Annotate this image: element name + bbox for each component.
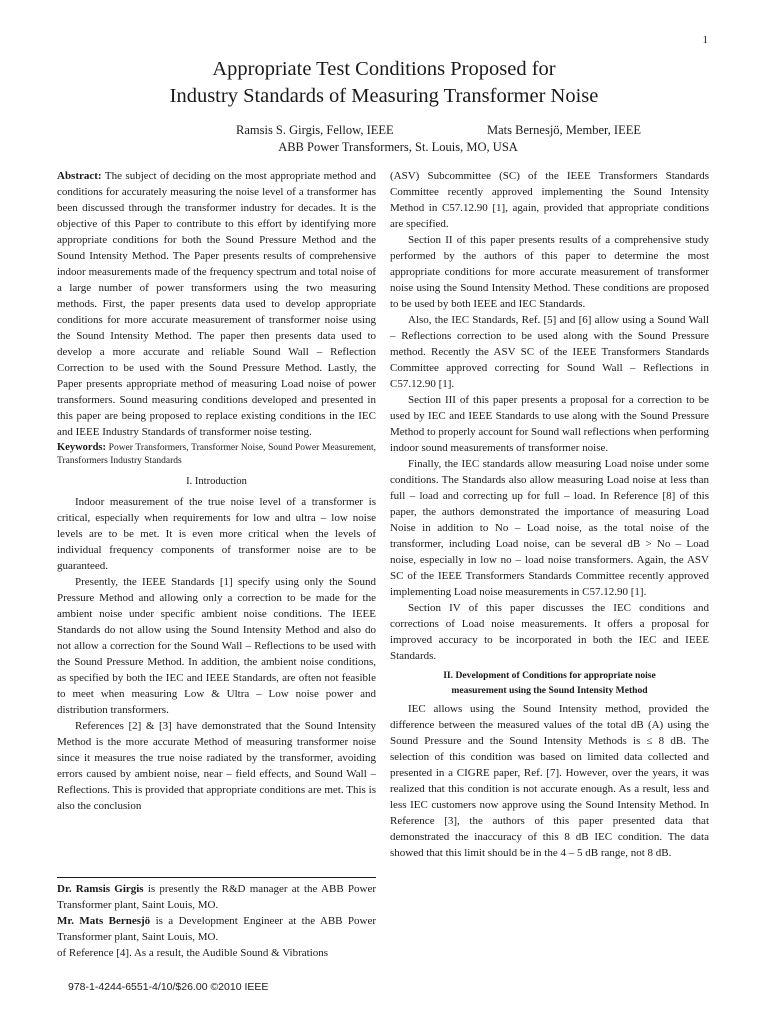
section-2-heading xyxy=(390,668,709,698)
body-paragraph: Section III of this paper presents a proposal for a correction to be used by IEC and IEEE Standards to use along with the Sound Pressure Method to properly account for Sound wall reflections when performing indoor sound measurements of transformer noise. xyxy=(390,394,709,454)
copyright-notice: 978-1-4244-6551-4/10/$26.00 ©2010 IEEE xyxy=(68,981,269,993)
title-line-1: Appropriate Test Conditions Proposed for xyxy=(212,58,556,80)
column-continuation: of Reference [4]. As a result, the Audible Sound & Vibrations xyxy=(57,947,329,959)
section-2-heading-line-2: measurement using the Sound Intensity Method xyxy=(451,685,648,696)
footnote-bernesjo-name: Mr. Mats Bernesjö xyxy=(57,915,151,927)
keywords xyxy=(57,441,376,468)
footnote-block xyxy=(57,877,376,961)
keywords-text: Power Transformers, Transformer Noise, Sound Power Measurement, Transformers Industry Standards xyxy=(57,443,377,466)
section-2-heading-line-1: II. Development of Conditions for appropriate noise xyxy=(443,670,656,681)
author-girgis: Ramsis S. Girgis, Fellow, IEEE xyxy=(236,123,394,137)
abstract-label: Abstract: xyxy=(57,170,102,182)
body-paragraph: Section II of this paper presents results of a comprehensive study performed by the authors of this paper to determine the most appropriate conditions for more accurate measurement of transformer noise using the Sound Intensity Method. These conditions are proposed to be used by both IEEE and IEC Standards. xyxy=(390,234,709,310)
intro-paragraph: References [2] & [3] have demonstrated that the Sound Intensity Method is the more accurate Method of measuring transformer noise since it measures the true noise radiated by the transformer, avoiding errors caused by ambient noise, near – field effects, and Sound Wall – Reflections. This is provided that appropriate conditions are met. This is also the conclusion xyxy=(57,720,376,812)
footnote-girgis-name: Dr. Ramsis Girgis xyxy=(57,883,144,895)
title-line-2: Industry Standards of Measuring Transformer Noise xyxy=(169,85,599,107)
body-paragraph: Also, the IEC Standards, Ref. [5] and [6] allow using a Sound Wall – Reflections correction to be used along with the Sound Pressure method. Recently the ASV SC of the IEEE Transformers Standards Committee approved correcting for Sound Wall – Reflections in C57.12.90 [1]. xyxy=(390,314,709,390)
author-block xyxy=(0,122,768,156)
footnote-girgis-text: is presently the R&D manager at the ABB Power Transformer plant, Saint Louis, MO. xyxy=(57,883,376,911)
body-paragraph: (ASV) Subcommittee (SC) of the IEEE Transformers Standards Committee recently approved implementing the Sound Intensity Method in C57.12.90 [1], again, provided that appropriate conditions are specified. xyxy=(390,170,709,230)
footnote-bernesjo xyxy=(57,913,376,945)
right-column xyxy=(390,168,709,861)
body-paragraph: Finally, the IEC standards allow measuring Load noise under some conditions. The Standards also allow measuring Load noise at less than full – load and correcting up for full – load. In Reference [8] of this paper, the authors demonstrated the importance of measuring Load Noise in addition to No – Load noise, as the total noise of the transformer, including Load noise, can be several dB > No – Load noise, especially in low no – load noise transformers. Again, the ASV SC of the IEEE Transformers Standards Committee recently approved implementing Load noise measurements in C57.12.90 [1]. xyxy=(390,458,709,598)
section-2-paragraph: IEC allows using the Sound Intensity method, provided the difference between the measured values of the total dB (A) using the Sound Pressure and the Sound Intensity Methods is ≤ 8 dB. The selection of this condition was based on limited data collected and presented in a CIGRE paper, Ref. [7]. However, over the years, it was realized that this condition is not accurate enough. As a result, less and less IEC customers now approve using the Sound Intensity Method. In Reference [3], the authors of this paper presented data that demonstrated the inaccuracy of this 8 dB IEC condition. The data showed that this limit should be in the 4 – 5 dB range, not 8 dB. xyxy=(390,703,709,859)
footnote-divider xyxy=(57,877,376,878)
page-number: 1 xyxy=(702,34,708,46)
author-bernesjo: Mats Bernesjö, Member, IEEE xyxy=(487,123,641,137)
section-1-heading: I. Introduction xyxy=(186,476,247,487)
intro-paragraph: Indoor measurement of the true noise level of a transformer is critical, especially when requirements for low and ultra – low noise levels are to be met. It is even more critical when the levels of individual frequency components of transformer noise are to be guaranteed. xyxy=(57,496,376,572)
paper-title xyxy=(0,56,768,110)
body-paragraph: Section IV of this paper discusses the IEC conditions and corrections of Load noise measurements. It offers a proposal for improved accuracy to be incorporated in both the IEC and IEEE Standards. xyxy=(390,602,709,662)
intro-paragraph: Presently, the IEEE Standards [1] specify using only the Sound Pressure Method and allowing only a correction to be made for the ambient noise under specific ambient noise conditions. The IEEE Standards do not allow using the Sound Intensity Method and also do not allow a correction for the Sound Wall – Reflections to be used with the Sound Pressure Method. In addition, the ambient noise conditions, as specified by both the IEC and IEEE Standards, are often not feasible to meet when measuring Low & Ultra – Low noise power and distribution transformers. xyxy=(57,576,376,716)
footnote-girgis xyxy=(57,881,376,913)
abstract xyxy=(57,168,376,440)
left-column xyxy=(57,168,376,814)
abstract-text: The subject of deciding on the most appropriate method and conditions for accurately measuring the noise level of a transformer has been discussed through the transformer industry for decades. It is the objective of this Paper to contribute to this effort by identifying more appropriate conditions for both the Sound Pressure Method and the Sound Intensity Method. The Paper presents results of comprehensive indoor measurements made of the frequency spectrum and total noise of a large number of power transformers using the two measuring methods. First, the paper presents data used to develop appropriate conditions for more accurate measurement of transformer noise using the Sound Intensity Method. The paper then presents data used to develop a more accurate and reliable Sound Wall – Reflection Correction to be used with the Sound Pressure Method. Lastly, the Paper presents appropriate method of measuring Load noise of power transformers. Sound measuring conditions developed and presented in this paper are being proposed to replace existing conditions in the IEC and IEEE Industry Standards of transformer noise testing. xyxy=(57,170,376,438)
affiliation: ABB Power Transformers, St. Louis, MO, USA xyxy=(278,140,518,154)
footnote-bernesjo-text: is a Development Engineer at the ABB Power Transformer plant, Saint Louis, MO. xyxy=(57,915,376,943)
keywords-label: Keywords: xyxy=(57,442,106,453)
